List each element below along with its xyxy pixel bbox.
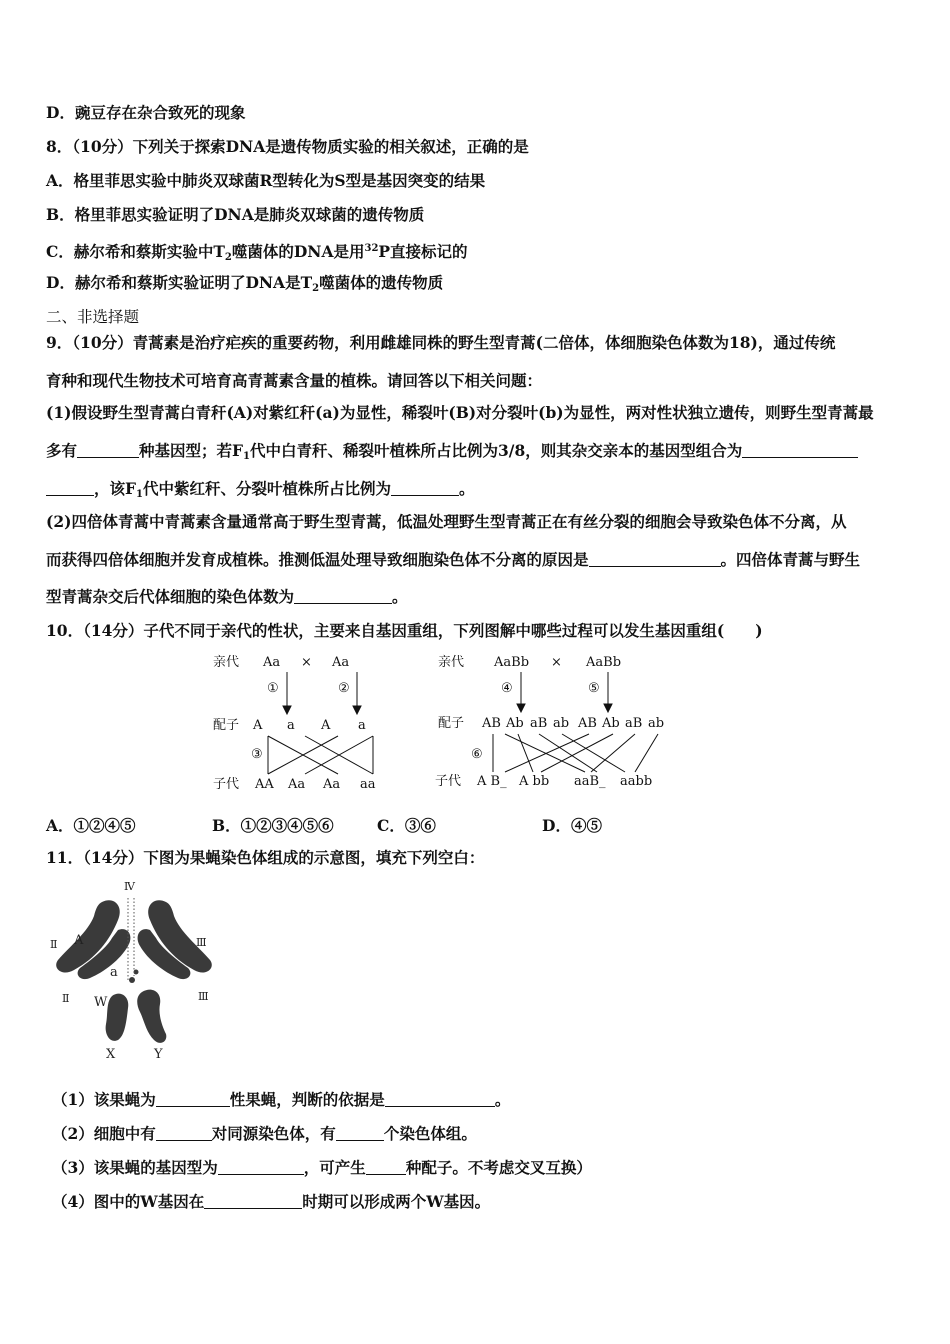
label-x: X (106, 1047, 116, 1062)
q8-d-sub: 2 (312, 283, 320, 294)
answer-blank[interactable] (204, 1194, 302, 1209)
right-gamete-label: 配子 (438, 716, 465, 731)
q8-option-d (46, 273, 443, 299)
q10-option-d: D．④⑤ (542, 816, 602, 835)
q8-stem: 8．（10分）下列关于探索DNA是遗传物质实验的相关叙述，正确的是 (46, 137, 529, 156)
right-gamete: ab (648, 716, 665, 731)
q10-stem: 10．（14分）子代不同于亲代的性状，主要来自基因重组，下列图解中哪些过程可以发生基因重组( ) (46, 621, 763, 640)
q8-c-sub: 2 (224, 252, 232, 263)
left-offspring-label: 子代 (213, 777, 240, 792)
chromosome-x (106, 994, 129, 1041)
q9-l5b: 代中紫红秆、分裂叶植株所占比例为 (142, 479, 391, 498)
right-cross-sign: × (551, 655, 562, 670)
q9-line-1: 9．（10分）青蒿素是治疗疟疾的重要药物，利用雌雄同株的野生型青蒿(二倍体，体细胞染色体数为18)，通过传统 (46, 333, 836, 352)
q11-4b: 时期可以形成两个W基因。 (302, 1192, 491, 1211)
answer-blank[interactable] (156, 1126, 212, 1141)
q9-line-7 (46, 550, 860, 570)
q11-1a: （1）该果蝇为 (52, 1090, 156, 1109)
answer-blank[interactable] (742, 443, 858, 458)
arrow-head (283, 706, 291, 714)
q8-d-pre: D．赫尔希和蔡斯实验证明了DNA是T (46, 273, 313, 292)
left-offspring: aa (360, 777, 376, 792)
q8-c-sup: 32 (364, 243, 379, 254)
section-heading: 二、非选择题 (46, 308, 140, 326)
left-parent-2: Aa (332, 655, 350, 670)
q9-l7a: 而获得四倍体细胞并发育成植株。推测低温处理导致细胞染色体不分离的原因是 (46, 550, 589, 569)
q11-sub-2 (52, 1124, 477, 1144)
q9-l4a: 多有 (46, 441, 78, 460)
answer-blank[interactable] (46, 481, 94, 496)
gene-label-a-recessive: a (110, 965, 118, 980)
left-gamete: A (321, 718, 331, 733)
answer-blank[interactable] (336, 1126, 384, 1141)
right-gamete: Ab (506, 716, 524, 731)
gene-label-w: W (94, 995, 108, 1010)
step-4-label: ④ (501, 681, 513, 696)
q9-line-6: (2)四倍体青蒿中青蒿素含量通常高于野生型青蒿，低温处理野生型青蒿正在有丝分裂的细胞会导致染色体不分离，从 (46, 512, 847, 531)
q9-l4b: 种基因型；若F (139, 441, 244, 460)
left-offspring: AA (255, 777, 274, 792)
arrow-head (353, 706, 361, 714)
q9-line-3: (1)假设野生型青蒿白青秆(A)对紫红秆(a)为显性，稀裂叶(B)对分裂叶(b)为显性，两对性状独立遗传，则野生型青蒿最 (46, 403, 874, 422)
q8-option-b: B．格里菲思实验证明了DNA是肺炎双球菌的遗传物质 (46, 205, 425, 224)
right-parent-label: 亲代 (438, 655, 465, 670)
q8-c-mid: 噬菌体的DNA是用 (231, 242, 365, 261)
right-gamete: ab (553, 716, 570, 731)
q9-l7b: 。四倍体青蒿与野生 (720, 550, 861, 569)
q10-option-c: C．③⑥ (377, 816, 436, 835)
q8-c-pre: C．赫尔希和蔡斯实验中T (46, 242, 225, 261)
answer-blank[interactable] (589, 552, 721, 567)
right-offspring: aabb (620, 774, 653, 789)
q11-3a: （3）该果蝇的基因型为 (52, 1158, 218, 1177)
q11-4a: （4）图中的W基因在 (52, 1192, 205, 1211)
chromosome-iv-dot (129, 977, 135, 983)
right-gamete: aB (625, 716, 643, 731)
genetic-cross-diagram (205, 648, 675, 798)
q8-d-post: 噬菌体的遗传物质 (319, 273, 444, 292)
q11-sub-4 (52, 1192, 490, 1212)
answer-blank[interactable] (366, 1160, 406, 1175)
label-iv: Ⅳ (124, 880, 135, 893)
gene-label-a-dominant: A (74, 933, 84, 948)
q9-line-2: 育种和现代生物技术可培育高青蒿素含量的植株。请回答以下相关问题： (46, 371, 543, 390)
answer-blank[interactable] (156, 1092, 230, 1107)
q9-l5-sub: 1 (136, 489, 143, 500)
answer-blank[interactable] (294, 589, 392, 604)
q11-3b: ，可产生 (303, 1158, 366, 1177)
left-cross-sign: × (301, 655, 312, 670)
q8-c-post: P直接标记的 (378, 242, 468, 261)
q11-sub-3 (52, 1158, 592, 1178)
right-gamete: AB (482, 716, 501, 731)
q9-l4-sub: 1 (243, 451, 250, 462)
q9-line-4 (46, 441, 858, 467)
answer-blank[interactable] (391, 481, 459, 496)
q11-1b: 性果蝇，判断的依据是 (229, 1090, 385, 1109)
q11-2b: 对同源染色体，有 (211, 1124, 336, 1143)
q11-2c: 个染色体组。 (383, 1124, 477, 1143)
right-gamete: AB (578, 716, 597, 731)
cross-line (591, 734, 635, 772)
q8-option-a: A．格里菲思实验中肺炎双球菌R型转化为S型是基因突变的结果 (46, 171, 486, 190)
q9-l4c: 代中白青秆、稀裂叶植株所占比例为3/8，则其杂交亲本的基因型组合为 (250, 441, 743, 460)
right-parent-2: AaBb (586, 655, 622, 670)
q11-1c: 。 (494, 1090, 511, 1109)
label-ii-bottom: Ⅱ (62, 992, 70, 1005)
left-parent-1: Aa (263, 655, 281, 670)
right-offspring: aaB_ (574, 774, 606, 789)
q10-option-b: B．①②③④⑤⑥ (212, 816, 334, 835)
right-offspring: A B_ (477, 774, 507, 789)
left-gamete: A (253, 718, 263, 733)
left-gamete: a (287, 718, 295, 733)
label-iii-top: Ⅲ (196, 936, 207, 949)
label-iii-bottom: Ⅲ (198, 990, 209, 1003)
left-offspring: Aa (288, 777, 306, 792)
arrow-head (517, 704, 525, 712)
q8-option-c (46, 239, 468, 268)
right-offspring-label: 子代 (435, 774, 462, 789)
label-y: Y (154, 1047, 163, 1062)
q11-sub-1 (52, 1090, 510, 1110)
step-5-label: ⑤ (588, 681, 600, 696)
label-ii-top: Ⅱ (50, 938, 58, 951)
cross-line (518, 734, 533, 772)
cross-line (635, 734, 658, 772)
q9-l8b: 。 (392, 587, 408, 606)
q9-l5a: ，该F (94, 479, 137, 498)
left-offspring: Aa (323, 777, 341, 792)
q9-line-5 (46, 479, 475, 505)
q11-3c: 种配子。不考虑交叉互换） (405, 1158, 592, 1177)
q11-2a: （2）细胞中有 (52, 1124, 156, 1143)
q7-option-d: D．豌豆存在杂合致死的现象 (46, 103, 246, 122)
left-gamete: a (358, 718, 366, 733)
fruit-fly-chromosome-figure (44, 876, 224, 1066)
left-gamete-label: 配子 (213, 718, 240, 733)
right-gamete: aB (530, 716, 548, 731)
q9-line-8 (46, 587, 408, 607)
step-3-label: ③ (251, 747, 263, 762)
right-gamete: Ab (602, 716, 620, 731)
chromosome-y (137, 990, 166, 1043)
right-parent-1: AaBb (494, 655, 530, 670)
q11-stem: 11．（14分）下图为果蝇染色体组成的示意图，填充下列空白： (46, 848, 485, 867)
arrow-head (604, 704, 612, 712)
step-2-label: ② (338, 681, 350, 696)
q10-option-a: A．①②④⑤ (46, 816, 136, 835)
right-offspring: A bb (519, 774, 550, 789)
left-parent-label: 亲代 (213, 655, 240, 670)
answer-blank[interactable] (77, 443, 139, 458)
cross-line (562, 734, 625, 772)
q9-l8a: 型青蒿杂交后代体细胞的染色体数为 (46, 587, 295, 606)
step-6-label: ⑥ (471, 747, 483, 762)
answer-blank[interactable] (385, 1092, 495, 1107)
answer-blank[interactable] (218, 1160, 304, 1175)
step-1-label: ① (267, 681, 279, 696)
q9-l5c: 。 (459, 479, 475, 498)
